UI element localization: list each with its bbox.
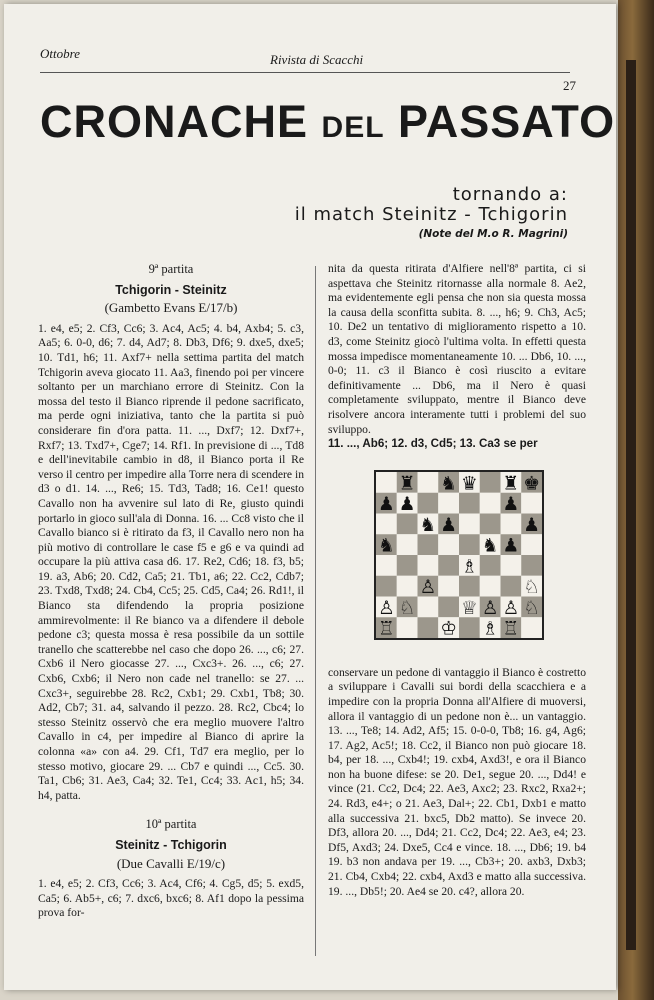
white-knight-icon <box>523 577 540 598</box>
board-square <box>438 555 459 576</box>
black-queen-icon <box>461 473 478 494</box>
black-rook-icon <box>399 473 416 494</box>
black-knight-icon <box>440 473 457 494</box>
white-queen-icon <box>461 598 478 619</box>
white-pawn-icon <box>482 598 499 619</box>
white-knight-icon <box>523 598 540 619</box>
board-square <box>480 513 501 534</box>
game-10-text: 1. e4, e5; 2. Cf3, Cc6; 3. Ac4, Cf6; 4. Cg5, d5; 5. exd5, Ca5; 6. Ab5+, c6; 7. dxc6, bxc6; 8. Af1 dopo la pessima prova for- <box>38 877 304 920</box>
board-square <box>418 472 439 493</box>
black-knight-icon <box>378 535 395 556</box>
board-square <box>521 534 542 555</box>
subtitle-line-2: il match Steinitz - Tchigorin <box>294 204 568 225</box>
book-binding <box>618 0 654 1000</box>
title-word-1: CRONACHE <box>40 96 309 147</box>
black-pawn-icon <box>503 494 520 515</box>
board-square <box>397 534 418 555</box>
game-10-number: 10ª partita <box>145 817 197 832</box>
game-9-players: Tchigorin - Steinitz <box>115 282 227 297</box>
board-square <box>438 534 459 555</box>
board-square <box>480 555 501 576</box>
magazine-page <box>4 4 616 990</box>
board-square <box>376 472 397 493</box>
board-square <box>376 555 397 576</box>
black-pawn-icon <box>399 494 416 515</box>
board-square <box>501 555 522 576</box>
board-square <box>418 617 439 638</box>
white-pawn-icon <box>378 598 395 619</box>
white-rook-icon <box>503 618 520 637</box>
column-divider <box>315 266 316 956</box>
board-square <box>459 492 480 513</box>
black-pawn-icon <box>440 515 457 536</box>
white-rook-icon <box>378 618 395 637</box>
title-word-3: PASSATO <box>398 96 616 147</box>
board-square <box>397 617 418 638</box>
board-square <box>397 575 418 596</box>
title-word-2: DEL <box>321 111 385 144</box>
board-square <box>480 575 501 596</box>
board-square <box>376 575 397 596</box>
page-number: 27 <box>563 78 576 93</box>
board-square <box>521 492 542 513</box>
board-square <box>376 513 397 534</box>
header-rule <box>40 72 570 73</box>
game-9-text: 1. e4, e5; 2. Cf3, Cc6; 3. Ac4, Ac5; 4. b4, Axb4; 5. c3, Aa5; 6. 0-0, d6; 7. d4, Ad7; 8. Db3, Df6; 9. dxe5, dxe5; 10. Td1, h6; 11. Axf7+ nella settima partita del match Tchigorin aveva giocato 11. Aa3, finendo poi per vincere soltanto per un marchiano errore di Steinitz. Con la mossa del testo il Bianco riprende il pedone sacrificato, ma perde ogni iniziativa, tanto che la partita si può considerare fin d'ora patta. 11. ..., Dxf7; 12. Dxf7+, Rxf7; 13. Txd7+, Cge7; 14. Rf1. In previsione di ..., Td8 e dell'inevitabile cambio in d8, il Bianco porta il Re verso il centro per impedire alla Torre nera di scendere in d3 o d1. 14. ..., Re6; 15. Td3, Tad8; 16. Ce1! questo Cavallo non ha avvenire sul lato di Re, giusto quindi portarlo in gioco sull'ala di Donna. 16. ... Cc8 visto che il Cavallo bianco si è ritirato da f3, il Cavallo nero non ha più motivo di controllare le case f5 e g6 e va quindi ad occupare la più attiva casa d6. 17. Re2, Cd6; 18. f3, b5; 19. a3, Ab6; 20. Cd2, Ca5; 21. Tb1, a6; 22. Cc2, Cdb7; 23. Txd8, Txd8; 24. Cb4, Cc5; 25. Cd5, Ca4; 26. Rd1!, il Bianco sta difendendo la propria posizione ammirevolmente: il Re bianco va a difendere il debole pedone c3; questa mossa è resa possibile da un sottile tranello che scatterebbe nel caso che dopo 26. ..., c6; 27. Cxb6 il Nero giocasse 27. ..., Cxc3+. 26. ..., c6; 27. Cxb6, Cxb6; il Nero non cade nel tranello: se 27. ... Cxc3+, seguirebbe 28. Rc2, Cxb1; 29. Cxb1, Tb8; 30. Ad2, Cb7; 31. a4, salvando il pezzo. 28. Rc2, Cbc4; lo stesso Steinitz osservò che era meglio muovere l'altro Cavallo in c4, per impedire al Bianco di aprire la colonna «a» con a4. 29. Cf1, Td7 era meglio, per lo stesso motivo, giocare 29. ... Cb7 e quindi ..., Cc5. 30. Ta1, Cb6; 31. Ae3, Ca4; 32. Te1, Cc4; 33. Ac1, h5; 34. h4, patta. <box>38 321 304 802</box>
board-square <box>501 513 522 534</box>
article-title <box>40 96 615 148</box>
game-10-opening: (Due Cavalli E/19/c) <box>116 855 226 871</box>
header-month: Ottobre <box>40 46 80 61</box>
board-square <box>418 492 439 513</box>
board-square <box>501 575 522 596</box>
continuation-text: nita da questa ritirata d'Alfiere nell'8ª partita, ci si aspettava che Steinitz ritornasse alla normale 8. Ae2, ma evidentemente egli pensa che non sia questa mossa la causa della sconfitta subita. 8. ..., h6; 9. Ch3, Ac5; 10. De2 un tentativo di miglioramento rispetto a 10. d3, come Steinitz giocò l'ultima volta. In effetti questa mossa impedisce momentaneamente 10. ... Db6, 10. ..., 0-0; 11. c3 il Bianco è così riuscito a evitare definitivamente ... Db6, ma il Nero è quasi completamente sviluppato, mentre il Bianco deve risolvere ancora interamente tutti i problemi del suo sviluppo. <box>328 262 586 436</box>
post-diagram-text: conservare un pedone di vantaggio il Bianco è costretto a sviluppare i Cavalli sui bordi della scacchiera e a impedire con la propria Donna all'Alfiere di muoversi, allora il vantaggio di un pedone non è... un vantaggio. 13. ..., Te8; 14. Ad2, Af5; 15. 0-0-0, Tb8; 16. g4, Ag6; 17. Ag2, Ac5!; 18. Cc2, il Bianco non può giocare 18. b4, per 18. ..., Cxb4!; 19. cxb4, Axd3!, e ora il Bianco non ha buone difese: se 20. De1, segue 20. ..., Dd4! e vince (21. Cc2, Dc4; 22. Ae3, Axc2; 23. Rxc2, Rxa2+; 24. Rd3, e4+; o 21. Ae3, Dal+; 22. Cb1, Dxb1 e matto alla successiva 21. bxc5, Db2 matto). Se invece 20. Df3, allora 20. ..., Dd4; 21. Cc2, Dc4; 22. Ae3, e4; 23. Df5, Axd3; 24. Dxe5, Cc4 e vince. 18. ..., Db6; 19. b4 19. b3 non andava per 19. ..., Cb3+; 20. axb3, Dxb3; 21. Cb4, Cxb4; 22. cxb4, Axd3 e matto alla successiva. 19. ..., Db5!; 20. Ae4 se 20. c4?, allora 20. <box>328 665 586 898</box>
board-square <box>418 555 439 576</box>
board-square <box>397 513 418 534</box>
black-pawn-icon <box>523 515 540 536</box>
board-square <box>459 513 480 534</box>
subtitle-credit: (Note del M.o R. Magrini) <box>418 228 568 240</box>
game-9-number: 9ª partita <box>148 262 194 276</box>
board-square <box>521 555 542 576</box>
board-square <box>438 596 459 617</box>
header-magazine-title: Rivista di Scacchi <box>270 52 364 67</box>
board-square <box>480 472 501 493</box>
white-pawn-icon <box>503 598 520 619</box>
white-king-icon <box>440 618 457 637</box>
game-9-opening: (Gambetto Evans E/17/b) <box>104 300 238 316</box>
white-bishop-icon <box>461 556 478 577</box>
running-header <box>40 42 576 93</box>
board-square <box>397 555 418 576</box>
left-column <box>38 262 304 982</box>
black-king-icon <box>523 473 540 494</box>
board-square <box>521 617 542 638</box>
black-rook-icon <box>503 473 520 494</box>
white-pawn-icon <box>420 577 437 598</box>
board-square <box>459 575 480 596</box>
chess-diagram <box>374 470 544 640</box>
board-square <box>438 492 459 513</box>
black-knight-icon <box>482 535 499 556</box>
white-bishop-icon <box>482 618 499 637</box>
board-square <box>418 534 439 555</box>
board-square <box>459 534 480 555</box>
right-column <box>328 262 586 982</box>
board-square <box>438 575 459 596</box>
moves-before-diagram: 11. ..., Ab6; 12. d3, Cd5; 13. Ca3 se per <box>328 437 538 451</box>
black-pawn-icon <box>503 535 520 556</box>
black-knight-icon <box>420 515 437 536</box>
chessboard <box>376 472 542 638</box>
black-pawn-icon <box>378 494 395 515</box>
book-spine-edge <box>626 60 636 950</box>
white-knight-icon <box>399 598 416 619</box>
board-square <box>459 617 480 638</box>
subtitle-line-1: tornando a: <box>452 184 568 205</box>
game-10-players: Steinitz - Tchigorin <box>115 837 227 852</box>
board-square <box>418 596 439 617</box>
board-square <box>480 492 501 513</box>
